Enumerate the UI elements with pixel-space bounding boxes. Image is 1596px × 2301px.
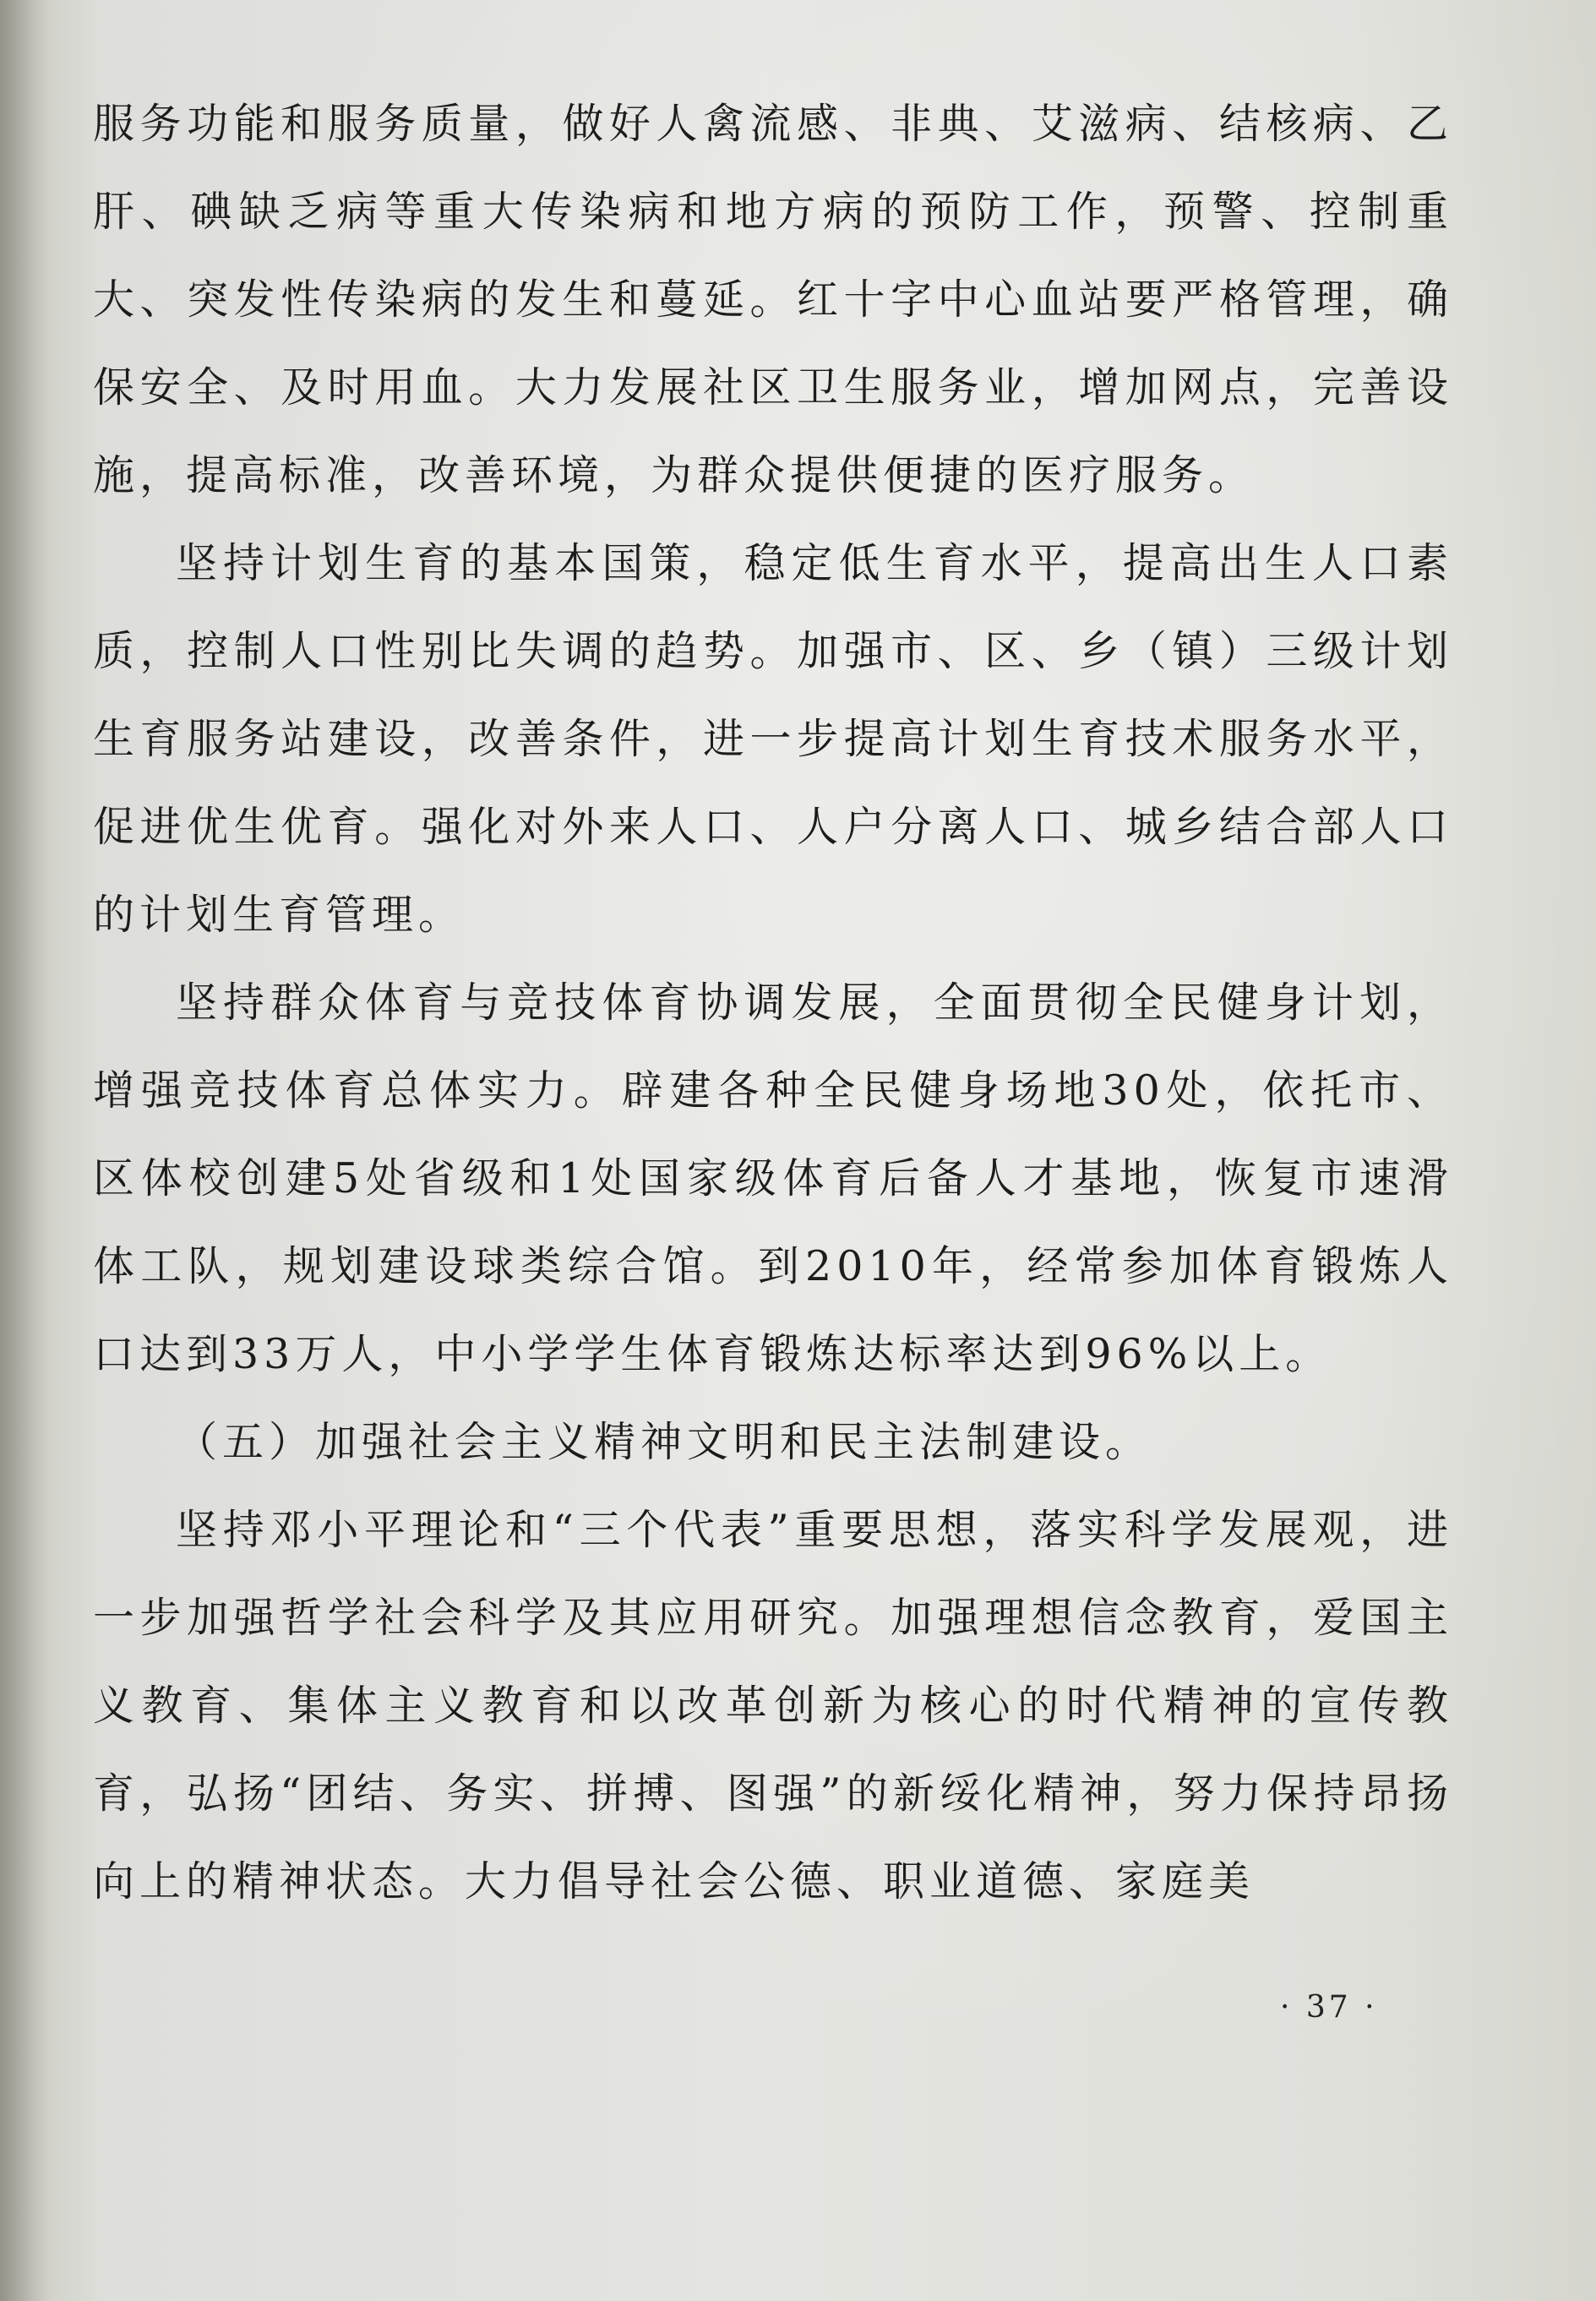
body-text (93, 80, 1453, 1926)
paragraph-theory-education: 坚持邓小平理论和“三个代表”重要思想，落实科学发展观，进一步加强哲学社会科学及其应用研究。加强理想信念教育，爱国主义教育、集体主义教育和以改革创新为核心的时代精神的宣传教育，弘扬“团结、务实、拼搏、图强”的新绥化精神，努力保持昂扬向上的精神状态。大力倡导社会公德、职业道德、家庭美 (93, 1506, 1453, 1906)
section-heading-five: （五）加强社会主义精神文明和民主法制建设。 (176, 1418, 1152, 1466)
binding-shadow (0, 0, 51, 2301)
page-number: · 37 · (1280, 1990, 1378, 2025)
paragraph-health-services: 服务功能和服务质量，做好人禽流感、非典、艾滋病、结核病、乙肝、碘缺乏病等重大传染病和地方病的预防工作，预警、控制重大、突发性传染病的发生和蔓延。红十字中心血站要严格管理，确保安全、及时用血。大力发展社区卫生服务业，增加网点，完善设施，提高标准，改善环境，为群众提供便捷的医疗服务。 (93, 100, 1453, 499)
paragraph-sports: 坚持群众体育与竞技体育协调发展，全面贯彻全民健身计划，增强竞技体育总体实力。辟建各种全民健身场地30处，依托市、区体校创建5处省级和1处国家级体育后备人才基地，恢复市速滑体工队，规划建设球类综合馆。到2010年，经常参加体育锻炼人口达到33万人，中小学学生体育锻炼达标率达到96%以上。 (93, 979, 1453, 1378)
paragraph-family-planning: 坚持计划生育的基本国策，稳定低生育水平，提高出生人口素质，控制人口性别比失调的趋势。加强市、区、乡（镇）三级计划生育服务站建设，改善条件，进一步提高计划生育技术服务水平，促进优生优育。强化对外来人口、人户分离人口、城乡结合部人口的计划生育管理。 (93, 539, 1453, 939)
